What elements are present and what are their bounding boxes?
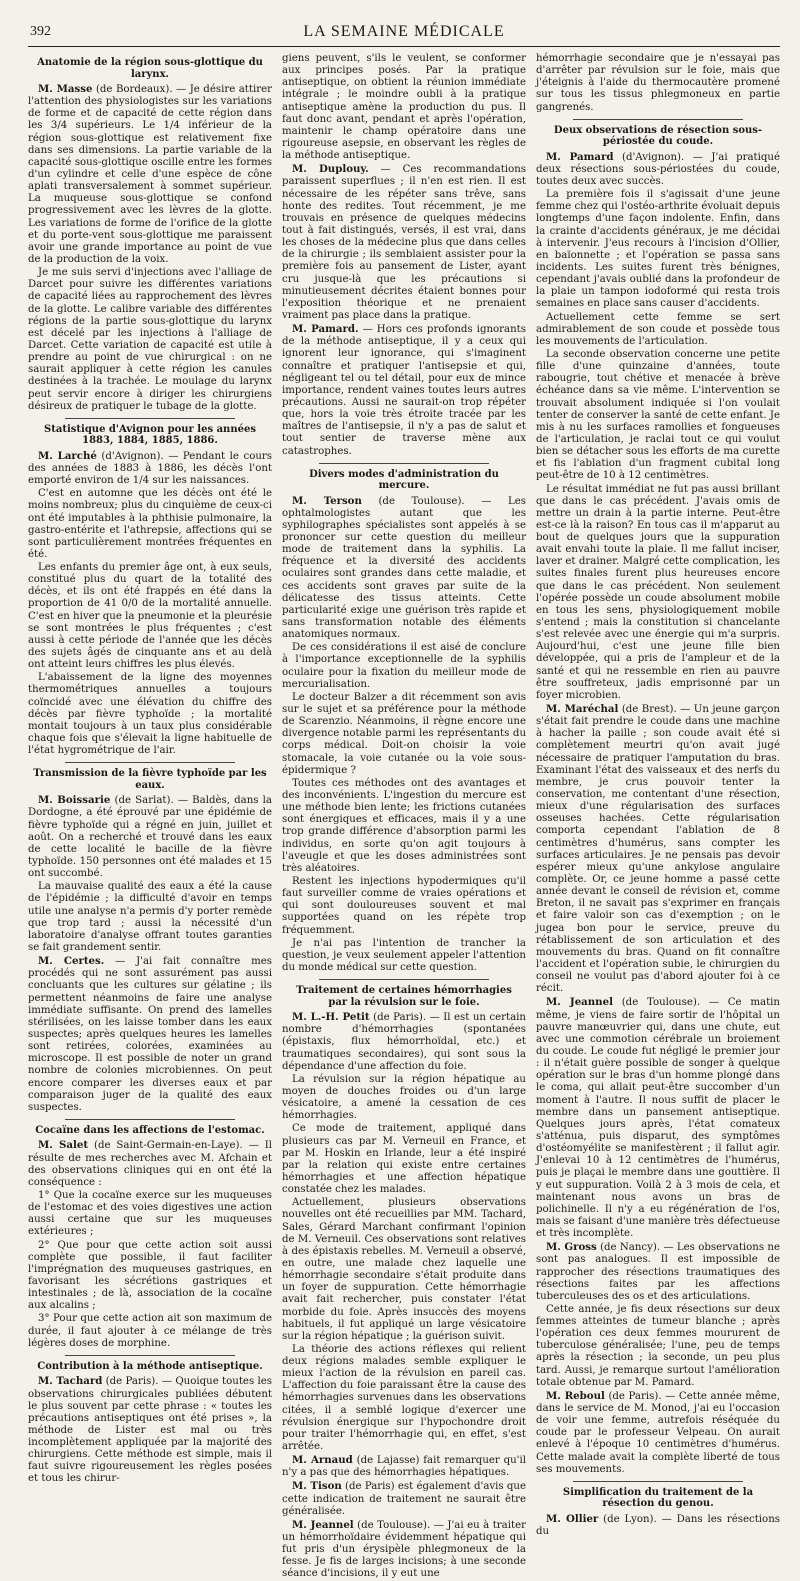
paragraph-text: (de Toulouse). — Les ophtalmologistes autant que les syphilographes spécialistes sont appelés à se prononcer sur cette question du meilleur mode de traitement dans la syphilis. La fréquence et la diversité des accidents oculaires sont grandes dans cette maladie, et ces accidents sont graves par suite de la délicatesse des tissus atteints. Cette particularité exige une guérison très rapide et sans transformation notable des éléments anatomiques normaux. (282, 495, 526, 641)
paragraph-text: (d'Avignon). — J'ai pratiqué deux résections sous-périostées du coude, toutes deux avec succès. (536, 151, 780, 187)
paragraph (282, 1454, 526, 1479)
paragraph (536, 1241, 780, 1303)
paragraph (282, 53, 526, 162)
paragraph-text: — Hors ces profonds ignorants de la méthode antiseptique, il y a ceux qui ignorent leur ignorance, qui s'imaginent connaître et pratiquer l'antisepsie et qui, négligeant tel ou tel détail, pour eux de mince importance, rendent vaines toutes leurs autres précautions. Aussi ne saurait-on trop répéter que, hors la voie très étroite tracée par les maîtres de l'antisepsie, il n'y a pas de salut et tout sentier de traverse mène aux catastrophes. (282, 324, 526, 457)
section-divider (65, 1355, 236, 1356)
article (28, 424, 272, 758)
article-title: Contribution à la méthode antiseptique. (37, 1360, 263, 1372)
section-divider (573, 119, 744, 120)
paragraph (536, 349, 780, 483)
speaker-name: M. Gross (546, 1241, 597, 1254)
speaker-name: M. Masse (38, 83, 93, 95)
column-3 (536, 53, 780, 1538)
paragraph-text: (de Paris) est également d'avis que cette indication de traitement ne saurait être généralisée. (282, 1481, 526, 1517)
paragraph-text: hémorrhagie secondaire que je n'essayai pas d'arrêter par révulsion sur le foie, mais que j'éteignis à l'aide du thermocautère promené sur tous les tissus phlegmoneux en partie gangrenés. (536, 53, 780, 113)
article-title: Anatomie de la région sous-glottique du larynx. (37, 57, 263, 80)
paragraph (282, 163, 526, 322)
speaker-name: M. Duplouy. (292, 163, 369, 176)
paragraph-text: La révulsion sur la région hépatique au moyen de douches froides ou d'un large vésicatoire, a amené la cessation de ces hémorrhagies. (282, 1073, 526, 1122)
speaker-name: M. Boissarie (38, 794, 111, 807)
text-columns (28, 53, 780, 1580)
article (282, 469, 526, 974)
paragraph-text: (de Saint-Germain-en-Laye). — Il résulte de mes recherches avec M. Afchain et des observations cliniques qui en ont été la conséquence : (28, 1140, 272, 1188)
paragraph (282, 1480, 526, 1517)
article-title: Simplification du traitement de la résection du genou. (562, 1486, 754, 1510)
paragraph-text: (de Paris). — Il est un certain nombre d'hémorrhagies (spontanées (épistaxis, flux hémorrhoïdal, etc.) et traumatiques secondaires), qui sont sous la dépendance d'une affection du foie. (282, 1012, 526, 1072)
paragraph-text: — J'ai fait connaître mes procédés qui ne sont assurément pas aussi concluants que les cultures sur gélatine ; ils permettent néanmoins de faire une analyse immédiate suffisante. On prend des lamelles stérilisées, on les laisse tomber dans les eaux suspectes; après quelques heures les lamelles sont retirées, colorées, examinées au microscope. Il est possible de noter un grand nombre de colonies microbiennes. On peut encore comparer les diverses eaux et par comparaison juger de la qualité des eaux suspectes. (28, 956, 272, 1113)
article-title: Traitement de certaines hémorrhagies par la révulsion sur le foie. (296, 985, 512, 1008)
paragraph-text: (de Sarlat). — Baldès, dans la Dordogne, a été éprouvé par une épidémie de fièvre typhoïde qui a régné en juin, juillet et août. On a recherché et trouvé dans les eaux de cette localité le bacille de la fièvre typhoïde. 150 personnes ont été malades et 15 ont succombé. (28, 795, 272, 880)
article (536, 125, 780, 1476)
section-divider (65, 1119, 236, 1120)
paragraph (28, 488, 272, 561)
paragraph (28, 1240, 272, 1313)
paragraph-text: Le résultat immédiat ne fut pas aussi brillant que dans le cas précédent. J'avais omis de mettre un drain à la partie interne. Peut-être est-ce là la raison? En tous cas il m'apparut au bout de quelques jours que la suppuration avait envahi toute la plaie. Il me fallut inciser, laver et drainer. Malgré cette complication, les suites finales furent plus heureuses encore que dans le cas précédent. Non seulement l'opérée possède un coude absolument mobile en tous les sens, physiologiquement mobile s'entend ; mais la constitution si chancelante s'est relevée avec une énergie qui m'a surpris. Aujourd'hui, c'est une jeune fille bien développée, qui a pris de l'ampleur et de la santé et qui ne ressemble en rien au pauvre être souffreteux, jadis emprisonné par un foyer microbien. (536, 483, 780, 701)
paragraph (282, 876, 526, 937)
speaker-name: M. Tison (292, 1480, 342, 1493)
paragraph-text: De ces considérations il est aisé de conclure à l'importance exceptionnelle de la syphilis oculaire pour la fixation du meilleur mode de mercurialisation. (282, 642, 526, 690)
article-title: Cocaïne dans les affections de l'estomac. (35, 1124, 265, 1136)
page-number: 392 (30, 24, 51, 39)
paragraph (536, 53, 780, 114)
paragraph-text: giens peuvent, s'ils le veulent, se conformer aux principes posés. Par la pratique antiseptique, on obtient la réunion immédiate intégrale ; le moindre oubli à la pratique antiseptique amène la production du pus. Il faut donc avant, pendant et après l'opération, maintenir le champ opératoire dans une rigoureuse asepsie, en observant les règles de la méthode antiseptique. (282, 53, 526, 162)
paragraph (282, 642, 526, 691)
paragraph-text: Cette année, je fis deux résections sur deux femmes atteintes de tumeur blanche ; après l'opération ces deux femmes moururent de tuberculose généralisée; l'une, peu de temps après la résection ; la seconde, un peu plus tard. Aussi, je remarque surtout l'amélioration totale obtenue par M. Pamard. (536, 1303, 780, 1388)
paragraph-text: (de Paris). — Quoique toutes les observations chirurgicales publiées débutent le plus souvent par cette phrase : « toutes les précautions antiseptiques ont été prises », la méthode de Lister est mal ou très incomplètement appliquée par la majorité des chirurgiens. Cette méthode est simple, mais il faut suivre rigoureusement les règles posées et tous les chirur- (28, 1376, 272, 1485)
paragraph-text: (de Toulouse). — J'ai eu à traiter un hémorrhoïdaire évidemment hépatique qui fut pris d'un érysipèle phlegmoneux de la fesse. Je fis de larges incisions; à une seconde séance d'incisions, il y eut une (282, 1519, 526, 1580)
paragraph-text: Je me suis servi d'injections avec l'alliage de Darcet pour suivre les différentes variations de capacité liées au rapprochement des lèvres de la glotte. Le calibre variable des différentes régions de la partie sous-glottique du larynx est décelé par les injections à l'alliage de Darcet. Cette variation de capacité est utile à prendre au point de vue chirurgical : on ne saurait appliquer à cette région les canules destinées à la trachée. Le moulage du larynx peut servir encore à diriger les chirurgiens désireux de pratiquer le tubage de la glotte. (28, 267, 272, 412)
paragraph (536, 703, 780, 995)
speaker-name: M. Jeannel (546, 996, 613, 1009)
paragraph-text: (de Nancy). — Les observations ne sont pas analogues. Il est impossible de rapprocher des résections traumatiques des résections faites par les affections tuberculeuses des os et des articulations. (536, 1242, 780, 1302)
paragraph (28, 1190, 272, 1239)
speaker-name: M. Jeannel (292, 1518, 354, 1531)
paragraph-text: Restent les injections hypodermiques qu'il faut surveiller comme de vraies opérations et qui sont douloureuses souvent et mal supportées quand on les répète trop fréquemment. (282, 876, 526, 936)
speaker-name: M. Certes. (38, 955, 105, 968)
paragraph (536, 484, 780, 703)
paragraph (28, 1313, 272, 1349)
page-header (28, 20, 780, 47)
article-title: Statistique d'Avignon pour les années 1883, 1884, 1885, 1886. (44, 423, 256, 447)
section-divider (573, 1481, 744, 1482)
paragraph (282, 1123, 526, 1196)
paragraph (28, 562, 272, 671)
paragraph-text: (de Lyon). — Dans les résections du (536, 1513, 780, 1538)
speaker-name: M. Salet (38, 1139, 89, 1152)
paragraph (282, 323, 526, 458)
paragraph (282, 1197, 526, 1343)
paragraph (536, 1390, 780, 1476)
section-divider (319, 979, 490, 980)
paragraph (282, 1074, 526, 1123)
running-title: LA SEMAINE MÉDICALE (303, 23, 505, 40)
paragraph (282, 495, 526, 642)
paragraph (28, 672, 272, 757)
article (28, 768, 272, 1114)
paragraph-text: L'abaissement de la ligne des moyennes thermométriques annuelles a toujours coïncidé avec une élévation du chiffre des décès par fièvre typhoïde ; la mortalité montait toujours à un taux plus considérable chaque fois que s'élevait la ligne habituelle de l'état hygrométrique de l'air. (28, 672, 272, 757)
paragraph-text: La première fois il s'agissait d'une jeune femme chez qui l'ostéo-arthrite évoluait depuis longtemps d'une façon indolente. Enfin, dans la crainte d'accidents généraux, je me décidai à intervenir. J'eus recours à l'incision d'Ollier, en baïonnette ; et l'opération se passa sans incidents. Les suites furent très bénignes, cependant j'avais oublié dans la profondeur de la plaie un tampon iodoformé qui resta trois semaines en place sans causer d'accidents. (536, 189, 780, 310)
paragraph (28, 881, 272, 954)
article-title: Divers modes d'administration du mercure. (309, 468, 499, 492)
paragraph (282, 1011, 526, 1073)
paragraph-text: Toutes ces méthodes ont des avantages et des inconvénients. L'ingestion du mercure est une méthode bien lente; les frictions cutanées sont énergiques et efficaces, mais il y a une trop grande différence d'absorption parmi les individus, en sorte qu'on agit toujours à l'aveugle et que les doses administrées sont très aléatoires. (282, 777, 526, 874)
paragraph (536, 996, 780, 1240)
paragraph (282, 692, 526, 777)
paragraph-text: (de Toulouse). — Ce matin même, je viens de faire sortir de l'hôpital un pauvre manœuvrier qui, dans une chute, eut avec une commotion cérébrale un broiement du coude. Le coude fut négligé le premier jour : il n'était guère possible de songer à quelque opération sur le bras d'un homme plongé dans le coma, qui allait peut-être succomber d'un moment à l'autre. Il nous suffit de placer le membre dans un pansement antiseptique. Quelques jours après, l'état comateux s'atténua, puis disparut, des symptômes d'ostéomyélite se manifestèrent ; il fallut agir. J'enlevai 10 à 12 centimètres de l'humérus, puis je plaçai le membre dans une gouttière. Il y eut suppuration. Voilà 2 à 3 mois de cela, et maintenant nous avons un bras de polichinelle. Il n'y a eu régénération de l'os, mais se faisant d'une manière très défectueuse et très incomplète. (536, 997, 780, 1240)
paragraph-text: 3° Pour que cette action ait son maximum de durée, il faut ajouter à ce mélange de très légères doses de morphine. (28, 1313, 272, 1349)
paragraph-text: (de Paris). — Cette année même, dans le service de M. Monod, j'ai eu l'occasion de voir une femme, autrefois réséquée du coude par le professeur Velpeau. On aurait enlevé à l'époque 10 centimètres d'humérus. Cette malade avait la complète liberté de tous ses mouvements. (536, 1390, 780, 1475)
speaker-name: M. Tachard (38, 1375, 103, 1388)
paragraph-text: (d'Avignon). — Pendant le cours des années de 1883 à 1886, les décès l'ont emporté environ de 1/4 sur les naissances. (28, 450, 272, 487)
article (536, 1487, 780, 1538)
article-title: Transmission de la fièvre typhoïde par les eaux. (33, 768, 267, 791)
paragraph (28, 83, 272, 266)
paragraph (282, 1519, 526, 1581)
paragraph-text: Je n'ai pas l'intention de trancher la question, je veux seulement appeler l'attention du monde médical sur cette question. (282, 937, 526, 973)
paragraph (28, 794, 272, 880)
paragraph (536, 1304, 780, 1389)
paragraph-text: (de Lajasse) fait remarquer qu'il n'y a pas que des hémorrhagies hépatiques. (282, 1455, 526, 1479)
speaker-name: M. Ollier (546, 1512, 599, 1525)
paragraph-text: Actuellement, plusieurs observations nouvelles ont été recueillies par MM. Tachard, Sales, Gérard Marchant confirmant l'opinion de M. Verneuil. Ces observations sont relatives à des épistaxis rebelles. M. Verneuil a observé, en outre, une malade chez laquelle une hémorrhagie secondaire s'était produite dans un foyer de suppuration. Cette hémorrhagie avait fait rechercher, puis constater l'état morbide du foie. Après insuccès des moyens habituels, il fut appliqué un large vésicatoire sur la région hépatique ; la guérison suivit. (282, 1197, 526, 1342)
speaker-name: M. Terson (292, 494, 362, 507)
article-title: Deux observations de résection sous-périostée du coude. (553, 124, 763, 148)
article (282, 53, 526, 458)
article (536, 53, 780, 114)
paragraph (282, 1344, 526, 1453)
paragraph (536, 189, 780, 310)
paragraph (28, 1375, 272, 1485)
section-divider (65, 418, 236, 419)
paragraph (28, 1139, 272, 1189)
paragraph (282, 938, 526, 974)
article (28, 1361, 272, 1486)
paragraph-text: Les enfants du premier âge ont, à eux seuls, constitué plus du quart de la totalité des décès, et ils ont été frappés en été dans la proportion de 41 0/0 de la mortalité annuelle. C'est en hiver que la pneumonie et la pleurésie se sont montrées le plus fréquentes ; c'est aussi à cette période de l'année que les décès des sujets âgés de cinquante ans et au delà ont atteint leurs chiffres les plus élevés. (28, 562, 272, 671)
speaker-name: M. Reboul (546, 1389, 605, 1402)
paragraph (28, 267, 272, 413)
paragraph-text: Actuellement cette femme se sert admirablement de son coude et possède tous les mouvements de l'articulation. (536, 311, 780, 347)
paragraph-text: La seconde observation concerne une petite fille d'une quinzaine d'années, toute rabougrie, tout chétive et menacée à brève échéance dans sa vie même. L'intervention se trouvait absolument indiquée si l'on voulait tenter de conserver la santé de cette enfant. Je mis à nu les surfaces ramollies et fongueuses de l'articulation, je raclai tout ce qui voulut bien se détacher sous les efforts de ma curette et fis l'ablation d'un fragment cubital long peut-être de 10 à 12 centimètres. (536, 348, 780, 482)
paragraph (282, 778, 526, 875)
speaker-name: M. Arnaud (292, 1454, 353, 1467)
speaker-name: M. L.-H. Petit (292, 1011, 370, 1024)
paragraph (28, 955, 272, 1114)
paragraph (536, 1513, 780, 1538)
article (282, 985, 526, 1580)
speaker-name: M. Pamard. (292, 323, 359, 336)
paragraph-text: — Ces recommandations paraissent superflues ; il n'en est rien. Il est nécessaire de les répéter sans trêve, sans honte des redites. Tout récemment, je me trouvais en présence de quelques médecins tout à fait distingués, versés, il est vrai, dans les choses de la médecine plus que dans celles de la chirurgie ; ils semblaient assister pour la première fois au pansement de Lister, ayant cru jusque-là que les précautions si minutieusement décrites étaient bonnes pour l'exposition théorique et ne prenaient vraiment pas place dans la pratique. (282, 164, 527, 321)
column-1 (28, 53, 273, 1485)
paragraph-text: 1° Que la cocaïne exerce sur les muqueuses de l'estomac et des voies digestives une action aussi certaine que sur les muqueuses extérieures ; (28, 1190, 272, 1238)
paragraph-text: Le docteur Balzer a dit récemment son avis sur le sujet et sa préférence pour la méthode de Scarenzio. Néanmoins, il règne encore une divergence notable parmi les représentants du corps médical. Doit-on choisir la voie stomacale, la voie cutanée ou la voie sous-épidermique ? (282, 691, 526, 776)
speaker-name: M. Pamard (546, 150, 614, 163)
paragraph (536, 312, 780, 348)
paragraph (28, 450, 272, 487)
paragraph (536, 151, 780, 188)
paragraph-text: (de Brest). — Un jeune garçon s'était fait prendre le coude dans une machine à hacher la paille ; son coude avait été si complètement meurtri qu'on avait jugé nécessaire de pratiquer l'amputation du bras. Examinant l'état des vaisseaux et des nerfs du membre, je crus pouvoir tenter la conservation, me contentant d'une résection, mieux d'une régularisation des surfaces osseuses hachées. Cette régularisation comporta cependant l'ablation de 8 centimètres d'humérus, sans compter les surfaces articulaires. Je ne pensais pas devoir espérer mieux qu'une ankylose angulaire complète. Or, ce jeune homme a passé cette année devant le conseil de révision et, comme Breton, il ne savait pas s'exprimer en français et faire valoir son cas d'exemption ; on le jugea bon pour le service, preuve du rétablissement de son articulation et des mouvements du bras. Quand on fit connaître l'accident et l'opération subie, le chirurgien du conseil ne voulut pas d'abord ajouter foi à ce récit. (536, 704, 780, 995)
article (28, 1125, 272, 1350)
column-2 (282, 53, 527, 1580)
paragraph-text: C'est en automne que les décès ont été le moins nombreux; plus du cinquième de ceux-ci ont été imputables à la phthisie pulmonaire, la gastro-entérite et l'athrepsie, affections qui se sont particulièrement montrées fréquentes en été. (28, 488, 272, 560)
paragraph-text: Ce mode de traitement, appliqué dans plusieurs cas par M. Verneuil en France, et par M. Hoskin en Irlande, leur a été inspiré par la relation qui existe entre certaines hémorrhagies et une affection hépatique constatée chez les malades. (282, 1123, 526, 1196)
section-divider (319, 463, 490, 464)
paragraph-text: 2° Que pour que cette action soit aussi complète que possible, il faut faciliter l'imprégnation des muqueuses gastriques, en favorisant les sécrétions gastriques et intestinales ; de là, association de la cocaïne aux alcalins ; (28, 1239, 272, 1312)
paragraph-text: La mauvaise qualité des eaux a été la cause de l'épidémie ; la difficulté d'avoir en temps utile une analyse n'a permis d'y porter remède que trop tard ; aussi la nécessité d'un laboratoire d'analyse offrant toutes garanties se fait grandement sentir. (28, 881, 272, 953)
article (28, 57, 272, 413)
section-divider (65, 762, 236, 763)
paragraph-text: La théorie des actions réflexes qui relient deux régions malades semble expliquer le mieux l'action de la révulsion en pareil cas. L'affection du foie paraissant être la cause des hémorrhagies survenues dans les observations citées, il a semblé logique d'exercer une révulsion énergique sur l'hypochondre droit pour traiter l'hémorrhagie qui, en effet, s'est arrêtée. (282, 1343, 526, 1453)
speaker-name: M. Maréchal (546, 703, 619, 716)
paragraph-text: (de Bordeaux). — Je désire attirer l'attention des physiologistes sur les variations de forme et de capacité de cette région dans les 3/4 supérieurs. Le 1/4 inférieur de la région sous-glottique est relativement fixe dans ses dimensions. La partie variable de la capacité sous-glottique oscille entre les formes d'un cylindre et celle d'une espèce de cône aplati transversalement à sommet supérieur. La muqueuse sous-glottique se confond progressivement avec les lèvres de la glotte. Les variations de forme de l'orifice de la glotte et du porte-vent sous-glottique me paraissent avoir une grande importance au point de vue de la production de la voix. (28, 84, 273, 265)
speaker-name: M. Larché (38, 449, 97, 462)
